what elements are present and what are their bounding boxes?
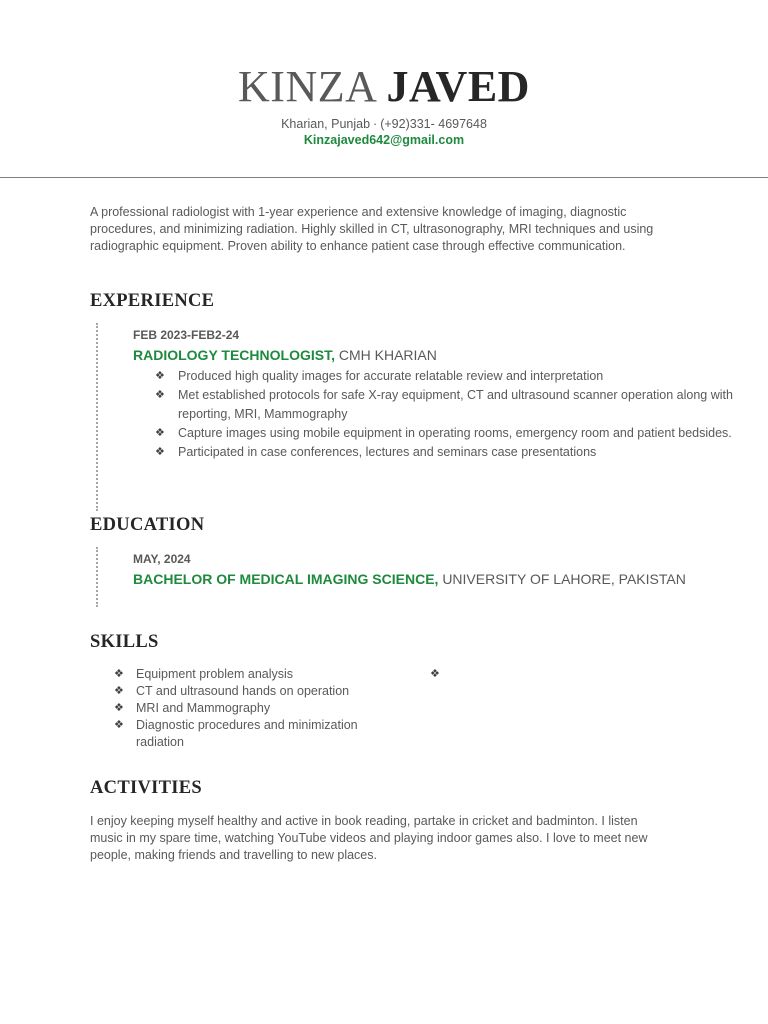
candidate-name: [0, 62, 768, 112]
list-item: [430, 666, 630, 683]
education-title: [133, 570, 686, 588]
experience-title: [133, 346, 768, 364]
list-item: ❖ Participated in case conferences, lectures and seminars case presentations: [133, 443, 768, 462]
experience-heading: EXPERIENCE: [90, 291, 215, 311]
diamond-bullet-icon: ❖: [114, 702, 124, 714]
education-heading: EDUCATION: [90, 515, 205, 535]
phone: (+92)331- 4697648: [380, 117, 487, 131]
location: Kharian, Punjab: [281, 117, 371, 131]
contact-separator: ·: [373, 117, 378, 131]
education-date: MAY, 2024: [133, 552, 191, 566]
experience-bullets: [133, 367, 768, 462]
education-entry: [98, 547, 686, 588]
list-item: ❖ Diagnostic procedures and minimization radiation: [114, 718, 358, 749]
experience-entry: [98, 323, 768, 462]
school: UNIVERSITY OF LAHORE, PAKISTAN: [442, 571, 686, 587]
diamond-bullet-icon: ❖: [155, 446, 165, 458]
header-divider: [0, 177, 768, 178]
employer: CMH KHARIAN: [338, 347, 437, 363]
diamond-bullet-icon: ❖: [430, 668, 440, 680]
diamond-bullet-icon: ❖: [155, 370, 165, 382]
skills-heading: SKILLS: [90, 632, 159, 652]
first-name: KINZA: [238, 62, 375, 111]
diamond-bullet-icon: ❖: [114, 719, 124, 731]
list-item: ❖ Met established protocols for safe X-ray equipment, CT and ultrasound scanner operation along with reporting, MRI, Mammography: [155, 388, 733, 421]
diamond-bullet-icon: ❖: [114, 668, 124, 680]
email-link[interactable]: Kinzajaved642@gmail.com: [303, 133, 465, 147]
list-item: ❖ MRI and Mammography: [114, 701, 271, 715]
education-timeline: [96, 547, 686, 607]
activities-heading: ACTIVITIES: [90, 778, 202, 798]
list-item: ❖ Produced high quality images for accurate relatable review and interpretation: [133, 367, 768, 386]
diamond-bullet-icon: ❖: [155, 427, 165, 439]
experience-date: FEB 2023-FEB2-24: [133, 328, 240, 342]
experience-timeline: [96, 323, 768, 511]
diamond-bullet-icon: ❖: [114, 685, 124, 697]
skills-list-right: [430, 666, 630, 683]
list-item: ❖ Capture images using mobile equipment in operating rooms, emergency room and patient bedsides.: [133, 424, 768, 443]
last-name: JAVED: [386, 62, 530, 111]
degree: BACHELOR OF MEDICAL IMAGING SCIENCE,: [133, 571, 439, 587]
contact-line: [0, 116, 768, 132]
activities-text: I enjoy keeping myself healthy and active in book reading, partake in cricket and badminton. I listen music in my spare time, watching YouTube videos and playing indoor games also. I love to meet new people, making friends and travelling to new places.: [90, 814, 648, 862]
diamond-bullet-icon: ❖: [155, 389, 165, 401]
professional-summary: A professional radiologist with 1-year experience and extensive knowledge of imaging, diagnostic procedures, and minimizing radiation. Highly skilled in CT, ultrasonography, MRI techniques and using radiographic equipment. Proven ability to enhance patient case through effective communication.: [90, 205, 654, 253]
skills-list-left: [112, 666, 392, 751]
list-item: ❖ Equipment problem analysis: [114, 667, 294, 681]
resume-header: [0, 62, 768, 148]
job-role: RADIOLOGY TECHNOLOGIST,: [133, 347, 335, 363]
list-item: ❖ CT and ultrasound hands on operation: [114, 684, 350, 698]
